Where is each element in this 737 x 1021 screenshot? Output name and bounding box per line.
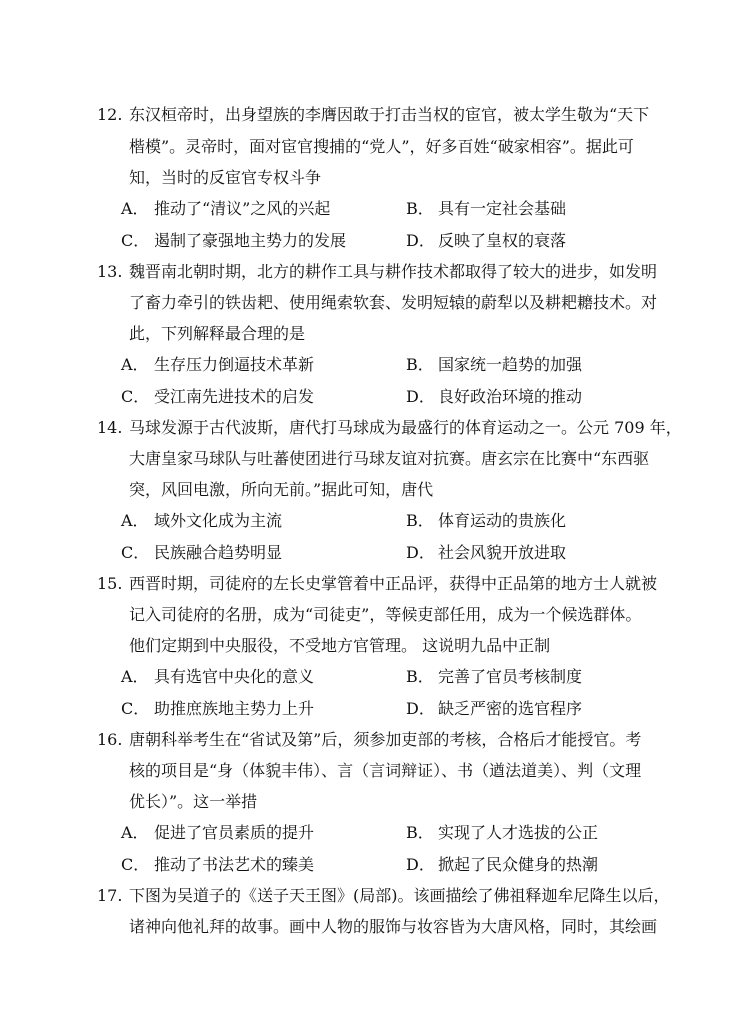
option-a-text: 促进了官员素质的提升 [154, 823, 315, 842]
question-text-line: 记入司徒府的名册，成为“司徒吏”，等候吏部任用，成为一个候选群体。 [129, 605, 642, 624]
option-d-text: 掀起了民众健身的热潮 [438, 855, 599, 874]
option-b-text: 体育运动的贵族化 [438, 511, 567, 530]
option-b-letter: B． [406, 511, 434, 530]
option-d-letter: D． [406, 855, 435, 874]
option-c-letter: C． [121, 543, 150, 562]
option-b-text: 国家统一趋势的加强 [438, 355, 583, 374]
question-text-line: 楷模”。灵帝时，面对宦官搜捕的“党人”，好多百姓“破家相容”。据此可 [129, 137, 634, 156]
option-d-text: 反映了皇权的衰落 [438, 231, 567, 250]
question-number: 13. [97, 262, 123, 281]
question-text-line: 东汉桓帝时，出身望族的李膺因敢于打击当权的宦官，被太学生敬为“天下 [129, 105, 650, 124]
question-text-line: 核的项目是“身（体貌丰伟）、言（言词辩证）、书（遒法道美）、判（文理 [129, 761, 642, 780]
option-a-text: 推动了“清议”之风的兴起 [154, 199, 331, 218]
question-text-line: 魏晋南北朝时期，北方的耕作工具与耕作技术都取得了较大的进步，如发明 [129, 262, 658, 281]
question-number: 14. [97, 418, 123, 437]
option-a-letter: A． [121, 823, 149, 842]
option-c-text: 受江南先进技术的启发 [154, 387, 315, 406]
option-d-letter: D． [406, 543, 435, 562]
option-d-text: 良好政治环境的推动 [438, 387, 583, 406]
question-text-line: 了畜力牵引的铁齿耙、使用绳索软套、发明短辕的蔚犁以及耕耙耱技术。对 [129, 293, 658, 312]
option-b-text: 实现了人才选拔的公正 [438, 823, 599, 842]
question-number: 17. [97, 886, 123, 905]
option-d-text: 缺乏严密的选官程序 [438, 699, 583, 718]
question-text-line: 大唐皇家马球队与吐蕃使团进行马球友谊对抗赛。唐玄宗在比赛中“东西驱 [129, 449, 650, 468]
option-d-letter: D． [406, 699, 435, 718]
option-a-letter: A． [121, 667, 149, 686]
question-number: 12. [97, 105, 123, 124]
question-number: 15. [97, 574, 123, 593]
option-a-text: 具有选官中央化的意义 [154, 667, 315, 686]
question-text-line: 唐朝科举考生在“省试及第”后，须参加吏部的考核，合格后才能授官。考 [129, 730, 642, 749]
option-c-letter: C． [121, 231, 150, 250]
question-text-line: 此，下列解释最合理的是 [129, 324, 306, 343]
option-c-letter: C． [121, 387, 150, 406]
option-c-text: 遏制了豪强地主势力的发展 [154, 231, 347, 250]
option-a-letter: A． [121, 199, 149, 218]
option-d-letter: D． [406, 231, 435, 250]
question-text-line: 他们定期到中央服役，不受地方官管理。 这说明九品中正制 [129, 636, 551, 655]
option-c-letter: C． [121, 855, 150, 874]
option-c-text: 助推庶族地主势力上升 [154, 699, 315, 718]
option-c-text: 民族融合趋势明显 [154, 543, 283, 562]
option-a-text: 生存压力倒逼技术革新 [154, 355, 315, 374]
question-number: 16. [97, 730, 123, 749]
option-b-letter: B． [406, 667, 434, 686]
option-b-text: 完善了官员考核制度 [438, 667, 583, 686]
question-text-line: 优长）”。这一举措 [129, 792, 258, 811]
option-b-letter: B． [406, 199, 434, 218]
option-a-letter: A． [121, 355, 149, 374]
option-b-letter: B． [406, 823, 434, 842]
option-c-text: 推动了书法艺术的臻美 [154, 855, 315, 874]
option-a-letter: A． [121, 511, 149, 530]
question-text-line: 知，当时的反宦官专权斗争 [129, 168, 322, 187]
option-d-text: 社会风貌开放进取 [438, 543, 567, 562]
question-text-line: 突，风回电激，所向无前。”据此可知，唐代 [129, 480, 434, 499]
option-c-letter: C． [121, 699, 150, 718]
question-text-line: 西晋时期，司徒府的左长史掌管着中正品评，获得中正品第的地方士人就被 [129, 574, 658, 593]
question-text-line: 下图为吴道子的《送子天王图》(局部)。该画描绘了佛祖释迦牟尼降生以后， [129, 886, 670, 905]
option-a-text: 域外文化成为主流 [154, 511, 283, 530]
option-b-text: 具有一定社会基础 [438, 199, 567, 218]
question-text-line: 马球发源于古代波斯，唐代打马球成为最盛行的体育运动之一。公元 709 年， [129, 418, 682, 437]
question-text-line: 诸神向他礼拜的故事。画中人物的服饰与妆容皆为大唐风格，同时，其绘画 [129, 917, 658, 936]
option-b-letter: B． [406, 355, 434, 374]
option-d-letter: D． [406, 387, 435, 406]
